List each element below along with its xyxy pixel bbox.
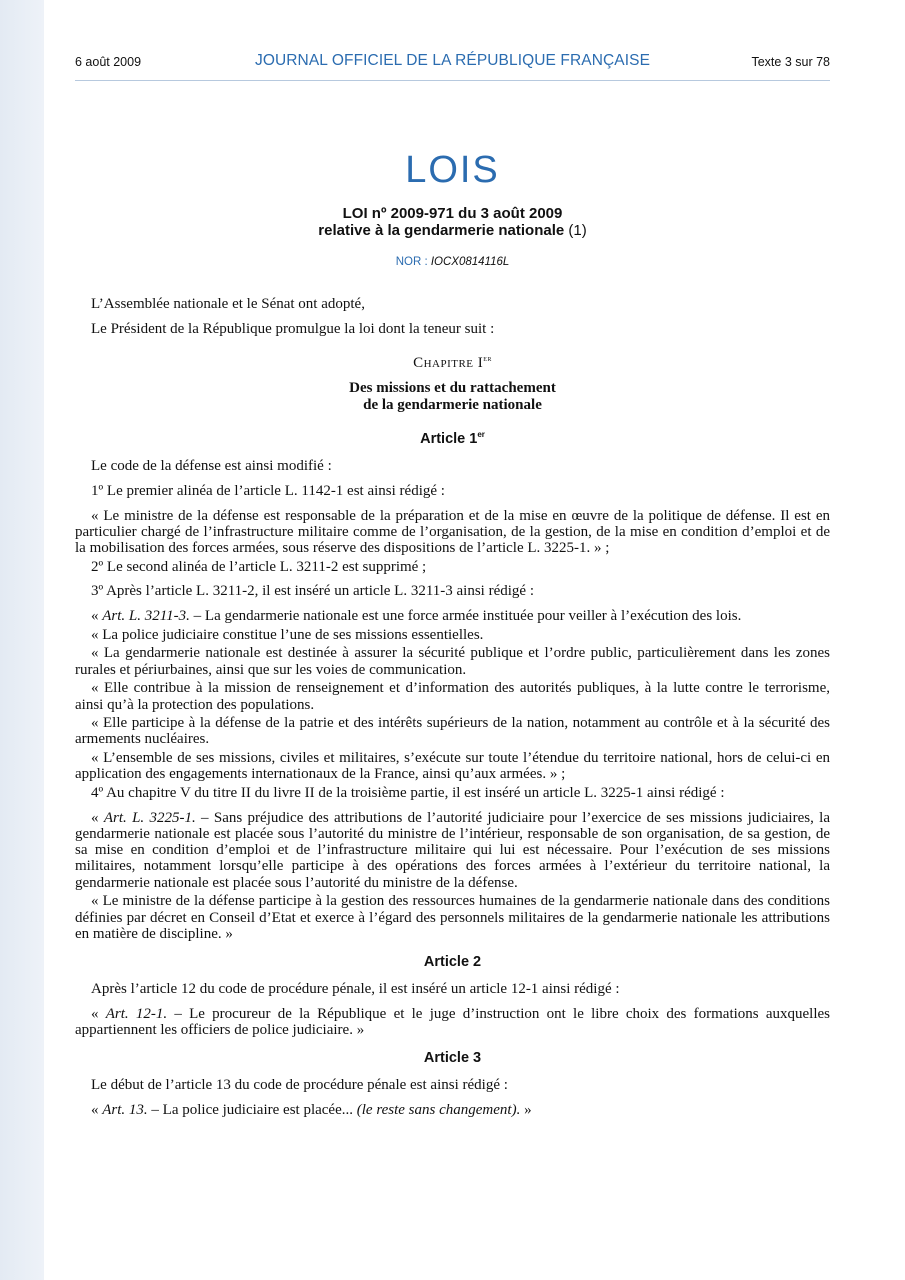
section-title: LOIS [405,149,500,191]
paragraph: « L’ensemble de ses missions, civiles et militaires, s’exécute sur toute l’étendue du territoire national, hors de celui-ci en application des engagements internationaux de la France, ainsi qu’aux armées. » ; [75,750,830,783]
law-title-line2: relative à la gendarmerie nationale (1) [318,222,587,239]
paragraph: 1º Le premier alinéa de l’article L. 1142-1 est ainsi rédigé : [91,482,445,499]
paragraph: « Art. 13. – La police judiciaire est placée... (le reste sans changement). » [91,1102,532,1119]
page-margin-band [0,0,44,1280]
paragraph: « Le ministre de la défense est responsable de la préparation et de la mise en œuvre de la politique de défense. Il est en particulier chargé de l’infrastructure militaire comme de l’organisation, de la gestion, de la mise en condition d’emploi et de la mobilisation des forces armées, sous réserve des dispositions de l’article L. 3225-1. » ; [75,507,830,556]
paragraph: Le code de la défense est ainsi modifié : [91,458,332,475]
article-3-title: Article 3 [423,1050,482,1067]
chapter-title: Des missions et du rattachement de la gendarmerie nationale [349,380,556,414]
article-2-title: Article 2 [423,953,482,970]
law-title-line1: LOI nº 2009-971 du 3 août 2009 [342,205,563,222]
header-journal-title: JOURNAL OFFICIEL DE LA RÉPUBLIQUE FRANÇAISE [254,52,651,69]
paragraph: 2º Le second alinéa de l’article L. 3211-2 est supprimé ; [91,558,427,575]
law-body [75,296,830,1127]
paragraph: « Elle contribue à la mission de renseignement et d’information des autorités publiques, à la lutte contre le terrorisme, ainsi qu’à la protection des populations. [75,680,830,713]
paragraph: « Art. 12-1. – Le procureur de la République et le juge d’instruction ont le libre choix des formations auxquelles appartiennent les officiers de police judiciaire. » [75,1005,831,1039]
article-1-title: Article 1er [420,430,485,447]
law-title [75,205,830,239]
nor-reference [75,256,830,268]
preamble-line: Le Président de la République promulgue la loi dont la teneur suit : [91,320,495,337]
paragraph: « La gendarmerie nationale est destinée à assurer la sécurité publique et l’ordre public, particulièrement dans les zones rurales et périurbaines, ainsi que sur les voies de communication. [75,645,830,678]
footnote-ref: (1) [568,222,587,239]
paragraph: « La police judiciaire constitue l’une de ses missions essentielles. [91,626,484,643]
paragraph: Le début de l’article 13 du code de procédure pénale est ainsi rédigé : [91,1077,508,1094]
header-date: 6 août 2009 [75,55,142,69]
paragraph: « Elle participe à la défense de la patrie et des intérêts supérieurs de la nation, notamment au contrôle et à la sécurité des armements nucléaires. [75,715,830,748]
paragraph: « Art. L. 3225-1. – Sans préjudice des attributions de l’autorité judiciaire pour l’exercice de ses missions judiciaires, la gendarmerie nationale est placée sous l’autorité du ministre de l’intérieur, responsable de son organisation, de sa gestion, de sa mise en condition d’emploi et de l’infrastructure militaire qui lui est nécessaire. Pour l’exécution de ses missions militaires, notamment lorsqu’elle participe à des opérations des forces armées à l’extérieur du territoire national, la gendarmerie nationale est placée sous l’autorité du ministre de la défense. [75,809,830,891]
chapter-label: Chapitre Ier [413,353,492,371]
paragraph: « Le ministre de la défense participe à la gestion des ressources humaines de la gendarmerie nationale dans des conditions définies par décret en Conseil d’Etat et exerce à l’égard des personnels militaires de la gendarmerie nationale les attributions en matière de discipline. » [75,893,830,942]
paragraph: 3º Après l’article L. 3211-2, il est inséré un article L. 3211-3 ainsi rédigé : [91,583,534,600]
header-text-count: Texte 3 sur 78 [751,55,830,69]
page-header [75,52,830,74]
document-page [75,0,830,1280]
nor-code: IOCX0814116L [430,256,510,268]
header-divider [75,80,830,81]
nor-label: NOR : [395,256,428,268]
paragraph: Après l’article 12 du code de procédure pénale, il est inséré un article 12-1 ainsi rédigé : [91,981,620,998]
paragraph: « Art. L. 3211-3. – La gendarmerie nationale est une force armée instituée pour veiller à l’exécution des lois. [91,608,742,625]
paragraph: 4º Au chapitre V du titre II du livre II de la troisième partie, il est inséré un article L. 3225-1 ainsi rédigé : [91,785,725,802]
preamble-line: L’Assemblée nationale et le Sénat ont adopté, [91,296,365,312]
